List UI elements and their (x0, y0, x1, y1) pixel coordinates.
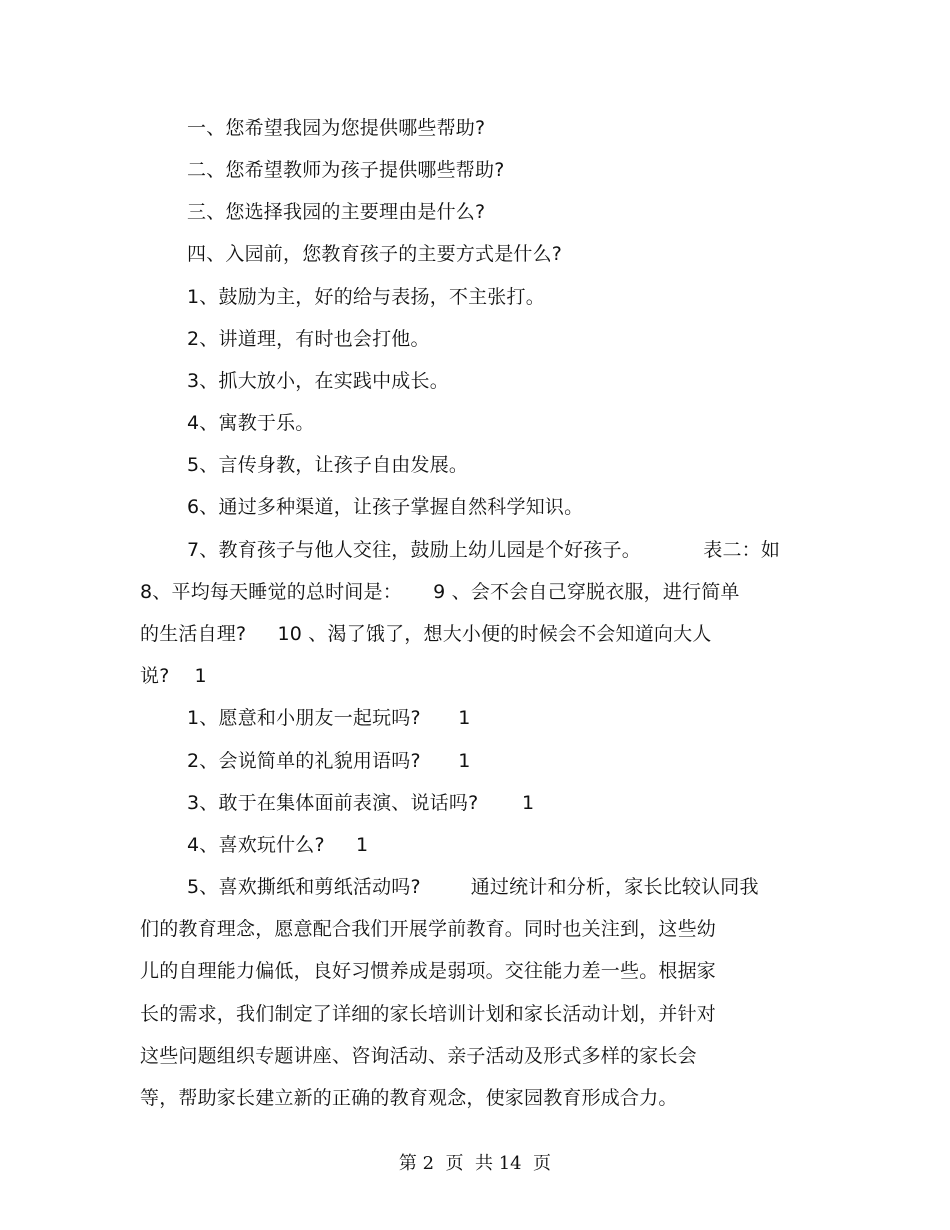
answer-item-6: 6、通过多种渠道，让孩子掌握自然科学知识。 (187, 496, 584, 518)
answer-item-5: 5、言传身教，让孩子自由发展。 (187, 454, 469, 476)
table-item-4: 4、喜欢玩什么? 1 (187, 834, 369, 856)
table-item-2: 2、会说简单的礼貌用语吗? 1 (187, 750, 471, 772)
answer-item-4: 4、寓教于乐。 (187, 412, 315, 434)
question-4: 四、入园前，您教育孩子的主要方式是什么? (187, 243, 563, 265)
paragraph-line: 们的教育理念，愿意配合我们开展学前教育。同时也关注到，这些幼 (140, 918, 717, 940)
table-item-5: 5、喜欢撕纸和剪纸活动吗? 通过统计和分析，家长比较认同我 (187, 876, 759, 898)
answer-item-3: 3、抓大放小，在实践中成长。 (187, 370, 449, 392)
paragraph-line: 说? 1 (140, 665, 207, 687)
paragraph-line: 儿的自理能力偏低，良好习惯养成是弱项。交往能力差一些。根据家 (140, 960, 717, 982)
answer-item-7: 7、教育孩子与他人交往，鼓励上幼儿园是个好孩子。 表二：如 (187, 539, 781, 561)
paragraph-line: 的生活自理? 10 、渴了饿了，想大小便的时候会不会知道向大人 (140, 623, 712, 645)
question-2: 二、您希望教师为孩子提供哪些帮助? (187, 159, 505, 181)
paragraph-line: 长的需求，我们制定了详细的家长培训计划和家长活动计划，并针对 (140, 1003, 717, 1025)
paragraph-line: 8、平均每天睡觉的总时间是： 9 、会不会自己穿脱衣服，进行简单 (140, 581, 740, 603)
table-item-1: 1、愿意和小朋友一起玩吗? 1 (187, 707, 471, 729)
question-3: 三、您选择我园的主要理由是什么? (187, 201, 486, 223)
paragraph-line: 等，帮助家长建立新的正确的教育观念，使家园教育形成合力。 (140, 1087, 678, 1109)
table-item-3: 3、敢于在集体面前表演、说话吗? 1 (187, 792, 535, 814)
answer-item-1: 1、鼓励为主，好的给与表扬，不主张打。 (187, 286, 545, 308)
answer-item-2: 2、讲道理，有时也会打他。 (187, 328, 430, 350)
paragraph-line: 这些问题组织专题讲座、咨询活动、亲子活动及形式多样的家长会 (140, 1045, 697, 1067)
question-1: 一、您希望我园为您提供哪些帮助? (187, 117, 486, 139)
page-number-footer: 第 2 页 共 14 页 (398, 1153, 552, 1174)
